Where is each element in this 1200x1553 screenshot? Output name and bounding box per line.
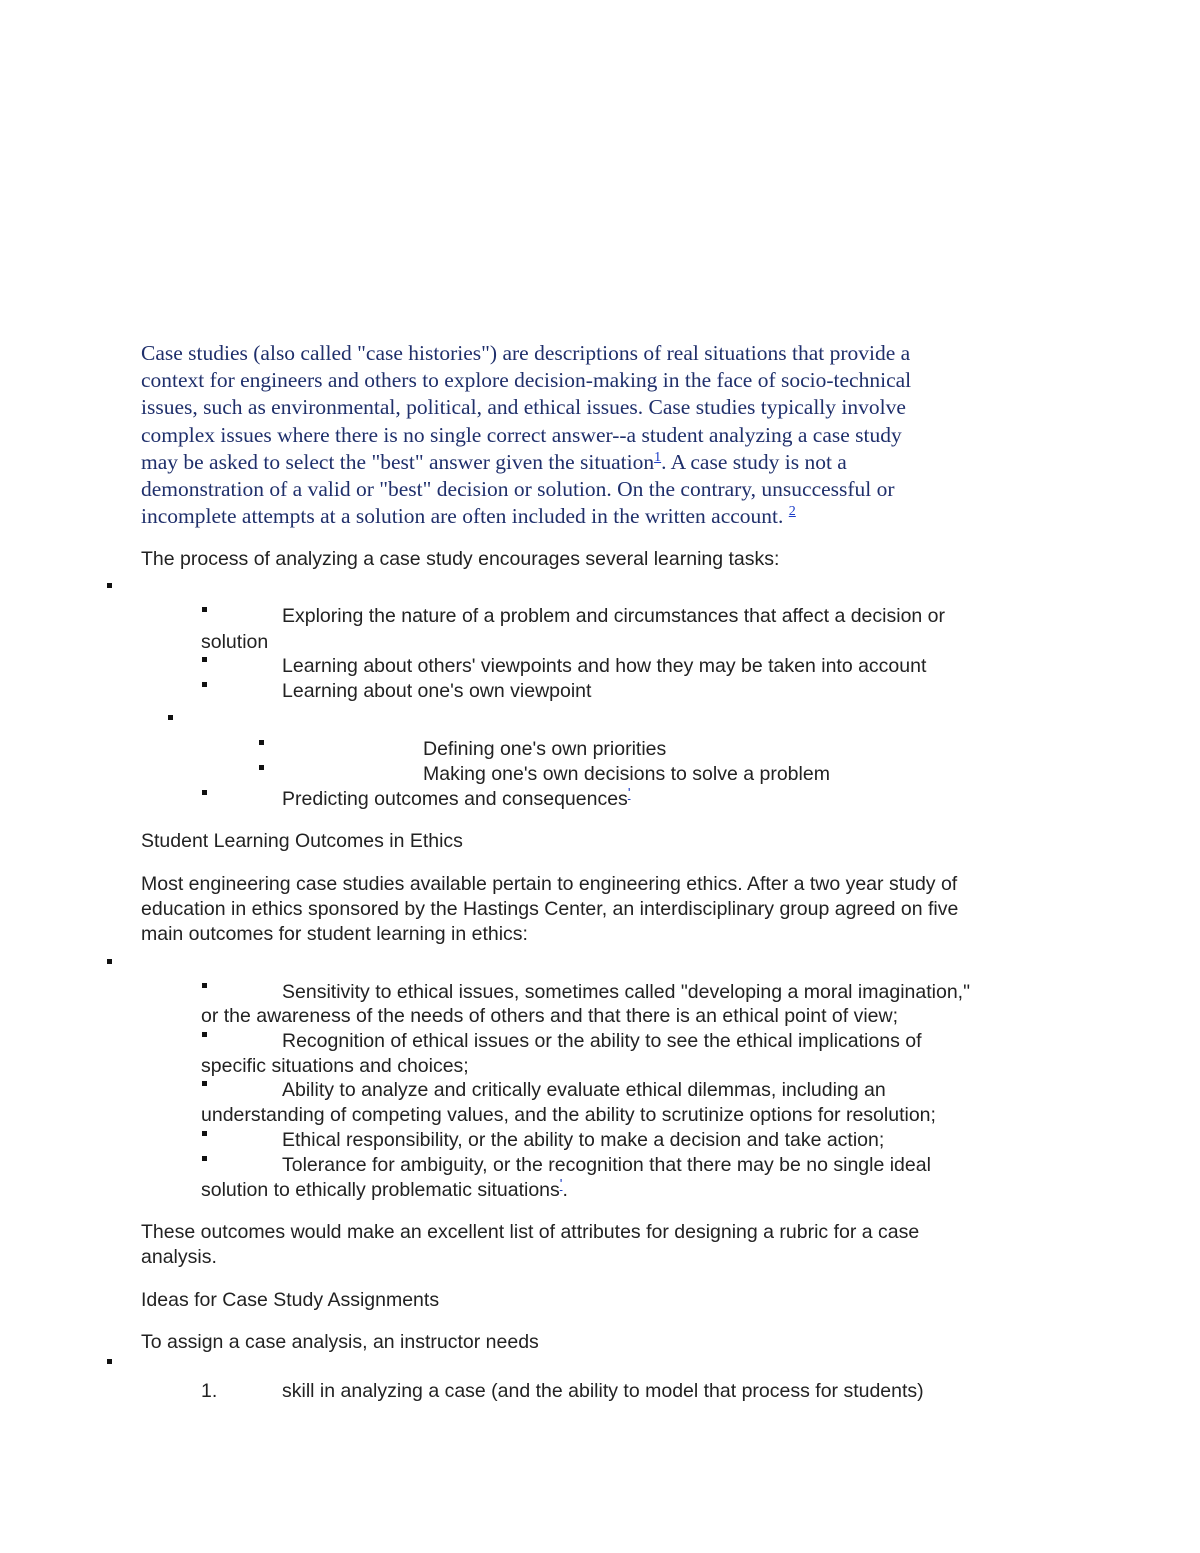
intro-line-1: Case studies (also called "case histories") are descriptions of real situations that provide a (141, 341, 911, 365)
outcome-item-5-cont-text: solution to ethically problematic situations (201, 1179, 560, 1201)
process-item-2: Learning about others' viewpoints and how they may be taken into account (282, 655, 927, 677)
outcomes-para-line-3: main outcomes for student learning in ethics: (141, 923, 528, 945)
process-item-last (282, 784, 631, 812)
outcomes-closing-line-2: analysis. (141, 1246, 217, 1268)
bullet-marker (202, 1131, 207, 1136)
footnote-link-2[interactable]: 2 (788, 503, 796, 519)
bullet-marker (107, 583, 112, 588)
bullet-marker (259, 740, 264, 745)
intro-line-3: issues, such as environmental, political, and ethical issues. Case studies typically involve (141, 395, 906, 419)
bullet-marker (202, 607, 207, 612)
bullet-marker (202, 790, 207, 795)
process-heading: The process of analyzing a case study encourages several learning tasks: (141, 548, 780, 570)
ideas-item-1: skill in analyzing a case (and the ability to model that process for students) (282, 1380, 924, 1402)
intro-line-5 (141, 449, 847, 476)
intro-line-7 (141, 503, 796, 530)
outcomes-para-line-2: education in ethics sponsored by the Hastings Center, an interdisciplinary group agreed on five (141, 898, 959, 920)
outcome-item-1: Sensitivity to ethical issues, sometimes called "developing a moral imagination," (282, 981, 971, 1003)
bullet-marker (107, 1359, 112, 1364)
outcome-item-3: Ability to analyze and critically evaluate ethical dilemmas, including an (282, 1079, 886, 1101)
intro-line-6: demonstration of a valid or "best" decision or solution. On the contrary, unsuccessful or (141, 477, 895, 501)
outcome-item-5-cont (201, 1175, 568, 1203)
intro-line-5-after: . A case study is not a (661, 450, 847, 474)
outcome-item-1-cont: or the awareness of the needs of others and that there is an ethical point of view; (201, 1005, 899, 1027)
outcomes-closing-line-1: These outcomes would make an excellent list of attributes for designing a rubric for a case (141, 1221, 920, 1243)
bullet-marker (202, 682, 207, 687)
outcomes-para-line-1: Most engineering case studies available pertain to engineering ethics. After a two year study of (141, 873, 958, 895)
bullet-marker (202, 983, 207, 988)
outcome-item-4: Ethical responsibility, or the ability to make a decision and take action; (282, 1129, 885, 1151)
process-subitem-1: Defining one's own priorities (423, 738, 667, 760)
outcome-item-3-cont: understanding of competing values, and the ability to scrutinize options for resolution; (201, 1104, 936, 1126)
bullet-marker (202, 1032, 207, 1037)
outcome-item-5-period: . (562, 1179, 568, 1201)
process-item-1-cont: solution (201, 631, 269, 653)
outcome-item-2: Recognition of ethical issues or the ability to see the ethical implications of (282, 1030, 922, 1052)
outcome-item-5: Tolerance for ambiguity, or the recognition that there may be no single ideal (282, 1154, 931, 1176)
bullet-marker (259, 765, 264, 770)
outcome-item-2-cont: specific situations and choices; (201, 1055, 469, 1077)
bullet-marker (107, 959, 112, 964)
process-item-last-text: Predicting outcomes and consequences (282, 788, 628, 810)
outcomes-heading: Student Learning Outcomes in Ethics (141, 830, 463, 852)
intro-line-5-text: may be asked to select the "best" answer given the situation (141, 450, 655, 474)
bullet-marker (202, 1081, 207, 1086)
ideas-item-1-number: 1. (201, 1380, 218, 1402)
bullet-marker (168, 715, 173, 720)
intro-line-2: context for engineers and others to explore decision-making in the face of socio-technical (141, 368, 912, 392)
process-subitem-2: Making one's own decisions to solve a problem (423, 763, 830, 785)
intro-line-7-text: incomplete attempts at a solution are often included in the written account. (141, 504, 789, 528)
bullet-marker (202, 1156, 207, 1161)
bullet-marker (202, 657, 207, 662)
footnote-link-1[interactable]: 1 (654, 449, 662, 465)
process-item-3: Learning about one's own viewpoint (282, 680, 592, 702)
ideas-intro: To assign a case analysis, an instructor needs (141, 1331, 539, 1353)
footnote-link-3[interactable]: ' (627, 784, 631, 801)
footnote-link-4[interactable]: ' (559, 1175, 563, 1192)
process-item-1: Exploring the nature of a problem and circumstances that affect a decision or (282, 605, 946, 627)
intro-line-4: complex issues where there is no single correct answer--a student analyzing a case study (141, 423, 902, 447)
ideas-heading: Ideas for Case Study Assignments (141, 1289, 440, 1311)
